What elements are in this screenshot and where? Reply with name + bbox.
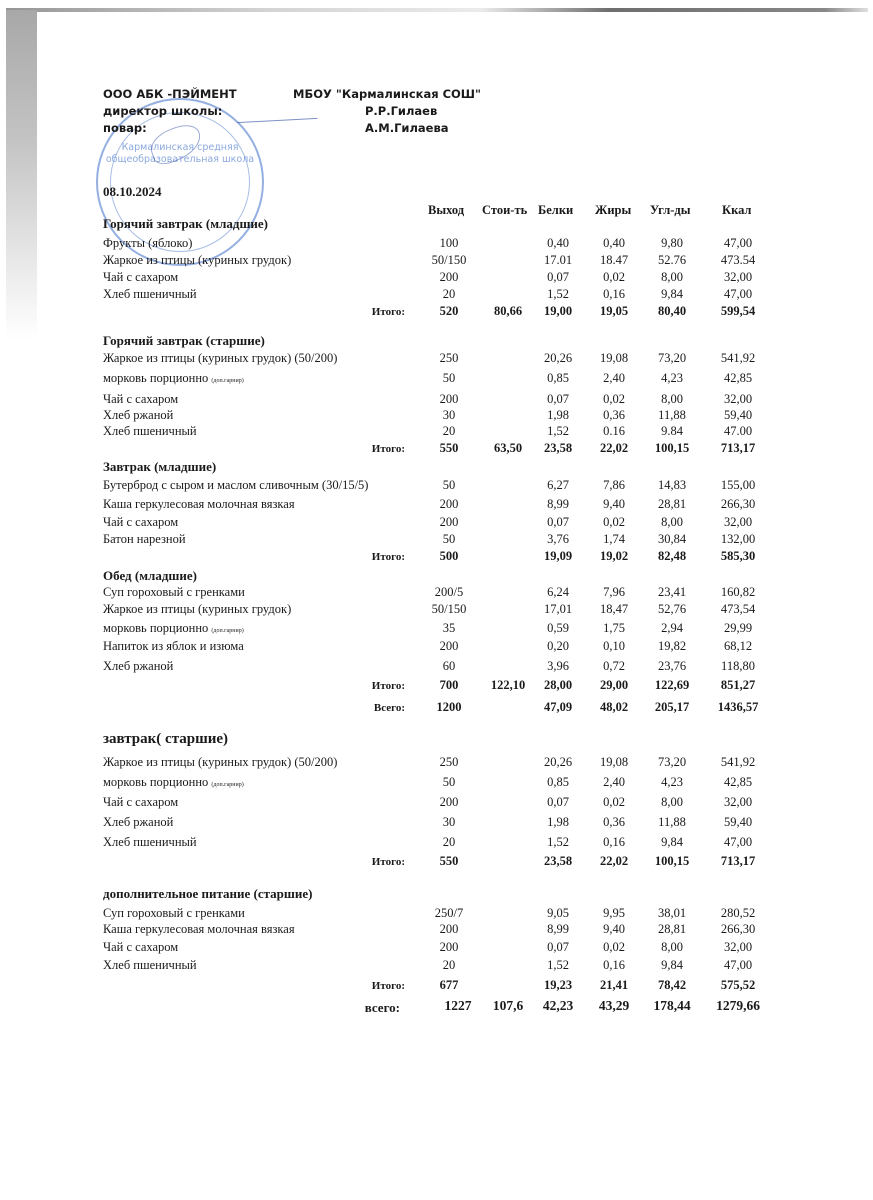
- cell-prot: 0,07: [547, 392, 569, 406]
- cell-out: 250: [439, 351, 459, 365]
- cell-out: 200: [439, 922, 459, 936]
- cell-out: 250: [439, 755, 459, 769]
- total-label: всего:: [364, 1000, 400, 1015]
- total-fat: 19,02: [599, 549, 629, 563]
- total-label: Итого:: [371, 856, 405, 868]
- cell-carb: 9,80: [661, 236, 683, 250]
- dish-name-text: Жаркое из птицы (куриных грудок): [103, 602, 292, 616]
- cook-label: повар:: [103, 121, 147, 135]
- cell-prot: 8,99: [547, 497, 569, 511]
- menu-date: 08.10.2024: [103, 184, 162, 199]
- dish-name: [103, 940, 178, 955]
- cell-carb: 19,82: [657, 639, 687, 653]
- cell-carb: 4,23: [661, 775, 683, 789]
- dish-name: [103, 835, 197, 850]
- total-carb: 178,44: [653, 998, 691, 1013]
- cell-fat: 0,10: [603, 639, 625, 653]
- dish-name-text: Фрукты (яблоко): [103, 236, 193, 250]
- section-title: Обед (младшие): [103, 568, 197, 583]
- cell-kcal: 68,12: [723, 639, 753, 653]
- cell-prot: 20,26: [543, 755, 573, 769]
- total-out: 1227: [444, 998, 472, 1013]
- dish-name-text: Чай с сахаром: [103, 515, 179, 529]
- cell-carb: 2,94: [661, 621, 683, 635]
- total-carb: 122,69: [654, 678, 690, 692]
- cell-carb: 28,81: [657, 922, 687, 936]
- cook-name: А.М.Гилаева: [365, 121, 449, 135]
- total-prot: 23,58: [543, 441, 573, 455]
- dish-note: (доп.гарнир): [211, 378, 244, 384]
- cell-carb: 52,76: [657, 602, 687, 616]
- total-kcal: 599,54: [720, 304, 756, 318]
- dish-name-text: Суп гороховый с гренками: [103, 906, 245, 920]
- cell-prot: 1,52: [547, 835, 569, 849]
- total-kcal: 1279,66: [716, 998, 760, 1013]
- cell-fat: 19,08: [599, 755, 629, 769]
- cell-carb: 23,76: [657, 659, 687, 673]
- total-fat: 29,00: [599, 678, 629, 692]
- dish-name: [103, 621, 244, 636]
- cell-prot: 3,76: [547, 532, 569, 546]
- total-out: 520: [439, 304, 459, 318]
- cell-out: 50: [442, 371, 456, 385]
- dish-name-text: морковь порционно: [103, 621, 209, 635]
- dish-name-text: Суп гороховый с гренками: [103, 585, 245, 599]
- cell-prot: 17.01: [543, 253, 573, 267]
- total-label: Итого:: [371, 980, 405, 992]
- cell-carb: 8,00: [661, 270, 683, 284]
- col-fat: Жиры: [595, 203, 632, 217]
- dish-note: (доп.гарнир): [211, 628, 244, 634]
- cell-kcal: 32,00: [723, 515, 753, 529]
- dish-name: [103, 392, 178, 407]
- cell-out: 100: [439, 236, 459, 250]
- cell-carb: 9.84: [661, 424, 683, 438]
- dish-name: [103, 585, 245, 600]
- cell-out: 60: [442, 659, 456, 673]
- cell-carb: 8,00: [661, 795, 683, 809]
- dish-name-text: Каша геркулесовая молочная вязкая: [103, 497, 295, 511]
- cell-fat: 0,02: [603, 392, 625, 406]
- cell-fat: 2,40: [603, 371, 625, 385]
- total-fat: 22,02: [599, 854, 629, 868]
- total-kcal: 851,27: [720, 678, 756, 692]
- dish-name: [103, 424, 197, 439]
- cell-kcal: 32,00: [723, 270, 753, 284]
- cell-prot: 20,26: [543, 351, 573, 365]
- total-prot: 42,23: [542, 998, 574, 1013]
- cell-out: 20: [442, 287, 456, 301]
- cell-out: 20: [442, 835, 456, 849]
- cell-kcal: 59,40: [723, 815, 753, 829]
- cell-out: 20: [442, 424, 456, 438]
- total-cost: 107,6: [492, 998, 524, 1013]
- total-label: Итого:: [371, 443, 405, 455]
- cell-out: 30: [442, 408, 456, 422]
- dish-name: [103, 755, 337, 770]
- col-cost: Стои-ть: [482, 203, 528, 217]
- cell-out: 200/5: [434, 585, 464, 599]
- dish-name-text: Хлеб ржаной: [103, 408, 174, 422]
- cell-prot: 0,85: [547, 371, 569, 385]
- dish-name: [103, 270, 178, 285]
- total-carb: 100,15: [654, 441, 690, 455]
- dish-name-text: Чай с сахаром: [103, 270, 179, 284]
- total-fat: 48,02: [599, 700, 629, 714]
- cell-kcal: 266,30: [720, 922, 756, 936]
- cell-carb: 38,01: [657, 906, 687, 920]
- dish-name-text: Хлеб пшеничный: [103, 835, 197, 849]
- cell-carb: 73,20: [657, 755, 687, 769]
- cell-kcal: 59,40: [723, 408, 753, 422]
- col-kcal: Ккал: [722, 203, 752, 217]
- cell-kcal: 47,00: [723, 287, 753, 301]
- cell-fat: 2,40: [603, 775, 625, 789]
- total-out: 1200: [436, 700, 462, 714]
- cell-carb: 14,83: [657, 478, 687, 492]
- section-title: Горячий завтрак (старшие): [103, 333, 265, 348]
- cell-prot: 1,98: [547, 408, 569, 422]
- section-title: завтрак( старшие): [103, 731, 229, 747]
- cell-kcal: 29,99: [723, 621, 753, 635]
- cell-carb: 11,88: [658, 815, 686, 829]
- total-kcal: 575,52: [720, 978, 756, 992]
- total-out: 500: [439, 549, 459, 563]
- dish-name-text: Жаркое из птицы (куриных грудок) (50/200): [103, 351, 338, 365]
- dish-name: [103, 253, 291, 268]
- cell-fat: 0,36: [603, 815, 625, 829]
- cell-prot: 0,07: [547, 515, 569, 529]
- cell-fat: 1,74: [603, 532, 625, 546]
- dish-name-text: Хлеб ржаной: [103, 659, 174, 673]
- cell-prot: 0,07: [547, 940, 569, 954]
- cell-fat: 18.47: [599, 253, 629, 267]
- total-prot: 19,09: [543, 549, 573, 563]
- cell-fat: 0,02: [603, 795, 625, 809]
- total-label: Итого:: [371, 306, 405, 318]
- total-carb: 205,17: [654, 700, 690, 714]
- cell-kcal: 473.54: [720, 253, 756, 267]
- total-prot: 19,00: [543, 304, 573, 318]
- cell-fat: 18,47: [599, 602, 629, 616]
- dish-name: [103, 639, 244, 654]
- cell-out: 50/150: [431, 253, 467, 267]
- cell-out: 200: [439, 639, 459, 653]
- cell-carb: 9,84: [661, 958, 683, 972]
- total-carb: 82,48: [657, 549, 687, 563]
- total-fat: 22,02: [599, 441, 629, 455]
- cell-kcal: 47,00: [723, 236, 753, 250]
- cell-fat: 0,16: [603, 835, 625, 849]
- dish-name-text: Жаркое из птицы (куриных грудок): [103, 253, 292, 267]
- cell-kcal: 118,80: [721, 659, 755, 673]
- cell-kcal: 132,00: [720, 532, 756, 546]
- dish-name-text: Хлеб пшеничный: [103, 287, 197, 301]
- section-title: Завтрак (младшие): [103, 459, 217, 474]
- dish-name: [103, 236, 192, 251]
- org-right: МБОУ "Кармалинская СОШ": [293, 87, 482, 101]
- cell-prot: 9,05: [547, 906, 569, 920]
- dish-name-text: Жаркое из птицы (куриных грудок) (50/200): [103, 755, 338, 769]
- cell-kcal: 47,00: [723, 835, 753, 849]
- cell-carb: 8,00: [661, 392, 683, 406]
- dish-name-text: Чай с сахаром: [103, 795, 179, 809]
- dish-name-text: Хлеб ржаной: [103, 815, 174, 829]
- dish-name: [103, 659, 173, 674]
- dish-name: [103, 408, 173, 423]
- cell-out: 20: [442, 958, 456, 972]
- cell-fat: 0,16: [603, 958, 625, 972]
- cell-out: 250/7: [434, 906, 464, 920]
- cell-carb: 28,81: [657, 497, 687, 511]
- total-label: Итого:: [371, 551, 405, 563]
- cell-out: 200: [439, 392, 459, 406]
- cell-fat: 19,08: [599, 351, 629, 365]
- cell-out: 50: [442, 532, 456, 546]
- cell-out: 200: [439, 795, 459, 809]
- total-kcal: 713,17: [720, 854, 756, 868]
- cell-fat: 0,40: [603, 236, 625, 250]
- col-carbs: Угл-ды: [650, 203, 691, 217]
- dish-name: [103, 958, 197, 973]
- dish-name: [103, 795, 178, 810]
- total-kcal: 585,30: [720, 549, 756, 563]
- total-fat: 19,05: [599, 304, 629, 318]
- total-prot: 47,09: [543, 700, 573, 714]
- cell-fat: 0,02: [603, 270, 625, 284]
- total-out: 700: [439, 678, 459, 692]
- cell-carb: 11,88: [658, 408, 686, 422]
- section-title: дополнительное питание (старшие): [103, 886, 313, 901]
- dish-name-text: Напиток из яблок и изюма: [103, 639, 244, 653]
- director-label: директор школы:: [103, 104, 223, 118]
- col-output: Выход: [428, 203, 465, 217]
- total-carb: 80,40: [657, 304, 687, 318]
- cell-prot: 0,85: [547, 775, 569, 789]
- cell-fat: 9,40: [603, 922, 625, 936]
- total-fat: 43,29: [598, 998, 630, 1013]
- cell-kcal: 32,00: [723, 940, 753, 954]
- cell-out: 200: [439, 515, 459, 529]
- dish-name-text: Каша геркулесовая молочная вязкая: [103, 922, 295, 936]
- cell-fat: 0,16: [603, 287, 625, 301]
- total-prot: 23,58: [543, 854, 573, 868]
- cell-out: 200: [439, 270, 459, 284]
- total-out: 677: [439, 978, 459, 992]
- org-left: ООО АБК -ПЭЙМЕНТ: [103, 87, 237, 101]
- cell-carb: 52.76: [657, 253, 687, 267]
- dish-name-text: Бутерброд с сыром и маслом сливочным (30/15/5): [103, 478, 369, 492]
- cell-kcal: 541,92: [720, 351, 756, 365]
- cell-fat: 9,40: [603, 497, 625, 511]
- cell-prot: 1,52: [547, 424, 569, 438]
- cell-kcal: 42,85: [723, 775, 753, 789]
- cell-fat: 0,02: [603, 515, 625, 529]
- dish-name-text: Батон нарезной: [103, 532, 186, 546]
- cell-fat: 1,75: [603, 621, 625, 635]
- cell-carb: 9,84: [661, 835, 683, 849]
- cell-kcal: 47.00: [723, 424, 753, 438]
- cell-kcal: 160,82: [720, 585, 756, 599]
- cell-out: 50: [442, 478, 456, 492]
- total-cost: 80,66: [493, 304, 523, 318]
- cell-prot: 0,07: [547, 270, 569, 284]
- total-carb: 78,42: [657, 978, 687, 992]
- dish-name: [103, 602, 291, 617]
- dish-name: [103, 815, 173, 830]
- cell-kcal: 541,92: [720, 755, 756, 769]
- dish-name: [103, 351, 337, 366]
- dish-name: [103, 922, 295, 937]
- cell-carb: 73,20: [657, 351, 687, 365]
- total-prot: 28,00: [543, 678, 573, 692]
- total-kcal: 1436,57: [717, 700, 759, 714]
- cell-fat: 0,72: [603, 659, 625, 673]
- cell-prot: 6,27: [547, 478, 569, 492]
- total-prot: 19,23: [543, 978, 573, 992]
- cell-out: 200: [439, 497, 459, 511]
- total-label: Всего:: [373, 702, 405, 714]
- dish-name-text: морковь порционно: [103, 371, 209, 385]
- cell-kcal: 155,00: [720, 478, 756, 492]
- cell-fat: 7,96: [603, 585, 625, 599]
- dish-name: [103, 532, 186, 547]
- cell-prot: 0,20: [547, 639, 569, 653]
- total-fat: 21,41: [599, 978, 629, 992]
- total-out: 550: [439, 441, 459, 455]
- section-title: Горячий завтрак (младшие): [103, 216, 269, 231]
- dish-name: [103, 287, 197, 302]
- cell-fat: 9,95: [603, 906, 625, 920]
- cell-prot: 1,52: [547, 958, 569, 972]
- cell-out: 50: [442, 775, 456, 789]
- cell-prot: 0,59: [547, 621, 569, 635]
- cell-out: 35: [442, 621, 456, 635]
- cell-fat: 0,36: [603, 408, 625, 422]
- director-name: Р.Р.Гилаев: [365, 104, 438, 118]
- cell-kcal: 32,00: [723, 795, 753, 809]
- scan-edge-top: [6, 8, 868, 12]
- cell-prot: 1,52: [547, 287, 569, 301]
- dish-note: (доп.гарнир): [211, 782, 244, 788]
- cell-kcal: 47,00: [723, 958, 753, 972]
- cell-prot: 0,07: [547, 795, 569, 809]
- cell-carb: 8,00: [661, 515, 683, 529]
- dish-name: [103, 515, 178, 530]
- cell-prot: 8,99: [547, 922, 569, 936]
- cell-kcal: 42,85: [723, 371, 753, 385]
- dish-name-text: Хлеб пшеничный: [103, 958, 197, 972]
- cell-fat: 0,02: [603, 940, 625, 954]
- col-protein: Белки: [538, 203, 574, 217]
- dish-name-text: морковь порционно: [103, 775, 209, 789]
- dish-name: [103, 775, 244, 790]
- cell-kcal: 32,00: [723, 392, 753, 406]
- cell-carb: 23,41: [657, 585, 687, 599]
- dish-name: [103, 478, 368, 493]
- scan-edge-left: [6, 10, 37, 340]
- dish-name-text: Чай с сахаром: [103, 940, 179, 954]
- total-cost: 63,50: [493, 441, 523, 455]
- cell-out: 30: [442, 815, 456, 829]
- cell-fat: 7,86: [603, 478, 625, 492]
- cell-carb: 8,00: [661, 940, 683, 954]
- cell-prot: 6,24: [547, 585, 569, 599]
- cell-carb: 9,84: [661, 287, 683, 301]
- stamp-text: Кармалинская средняя общеобразовательная школа: [105, 142, 255, 165]
- total-label: Итого:: [371, 680, 405, 692]
- cell-kcal: 280,52: [720, 906, 756, 920]
- cell-prot: 3,96: [547, 659, 569, 673]
- cell-out: 50/150: [431, 602, 467, 616]
- cell-out: 200: [439, 940, 459, 954]
- cell-kcal: 473,54: [720, 602, 756, 616]
- cell-prot: 0,40: [547, 236, 569, 250]
- total-kcal: 713,17: [720, 441, 756, 455]
- cell-prot: 17,01: [543, 602, 573, 616]
- cell-fat: 0.16: [603, 424, 625, 438]
- cell-kcal: 266,30: [720, 497, 756, 511]
- dish-name-text: Хлеб пшеничный: [103, 424, 197, 438]
- cell-carb: 4,23: [661, 371, 683, 385]
- dish-name: [103, 371, 244, 386]
- total-carb: 100,15: [654, 854, 690, 868]
- cell-prot: 1,98: [547, 815, 569, 829]
- total-out: 550: [439, 854, 459, 868]
- dish-name: [103, 906, 245, 921]
- dish-name: [103, 497, 295, 512]
- dish-name-text: Чай с сахаром: [103, 392, 179, 406]
- total-cost: 122,10: [490, 678, 526, 692]
- cell-carb: 30,84: [657, 532, 687, 546]
